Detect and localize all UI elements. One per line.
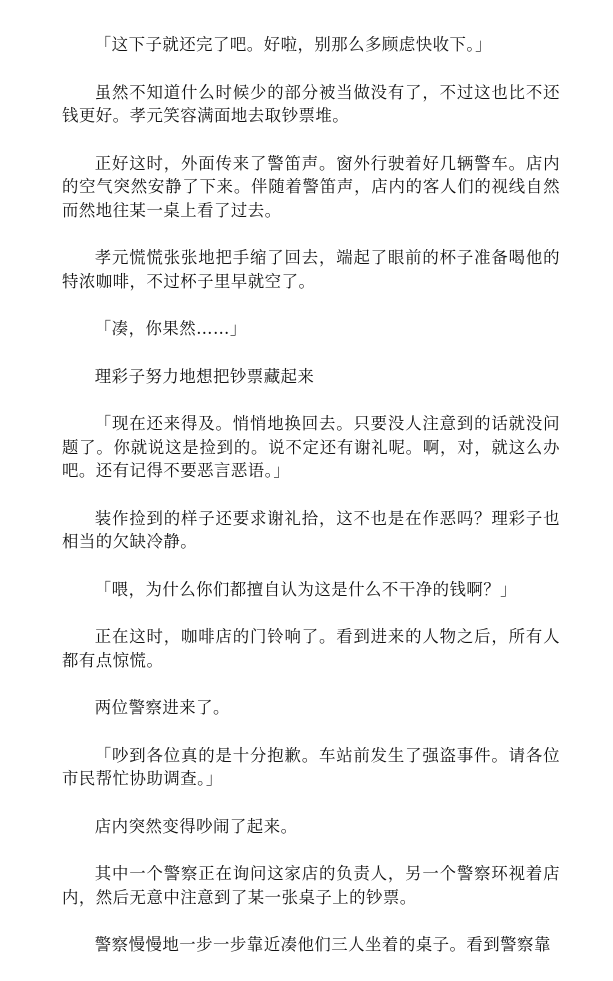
document-page [62, 33, 560, 981]
paragraph-5: 「凑，你果然……」 [94, 319, 247, 338]
paragraph-13: 店内突然变得吵闹了起来。 [94, 816, 298, 836]
paragraph-4: 孝元慌慌张张地把手缩了回去，端起了眼前的杯子准备喝他的特浓咖啡，不过杯子里早就空了。 [62, 248, 560, 291]
paragraph-14: 其中一个警察正在询问这家店的负责人，另一个警察环视着店内，然后无意中注意到了某一张桌子上的钞票。 [62, 864, 560, 907]
paragraph-1: 「这下子就还完了吧。好啦，别那么多顾虑快收下。」 [94, 35, 492, 54]
paragraph-8: 装作捡到的样子还要求谢礼拾，这不也是在作恶吗？理彩子也相当的欠缺冷静。 [62, 508, 560, 551]
paragraph-11: 两位警察进来了。 [94, 698, 230, 717]
paragraph-2: 虽然不知道什么时候少的部分被当做没有了，不过这也比不还钱更好。孝元笑容满面地去取钞票堆。 [62, 82, 560, 125]
paragraph-15: 警察慢慢地一步一步靠近凑他们三人坐着的桌子。看到警察靠 [94, 935, 551, 954]
paragraph-3: 正好这时，外面传来了警笛声。窗外行驶着好几辆警车。店内的空气突然安静了下来。伴随着警笛声，店内的客人们的视线自然而然地往某一桌上看了过去。 [62, 153, 560, 220]
paragraph-6: 理彩子努力地想把钞票藏起来 [94, 366, 315, 386]
paragraph-12: 「吵到各位真的是十分抱歉。车站前发生了强盗事件。请各位市民帮忙协助调查。」 [62, 745, 560, 788]
paragraph-7: 「现在还来得及。悄悄地换回去。只要没人注意到的话就没问题了。你就说这是捡到的。说不定还有谢礼呢。啊，对，就这么办吧。还有记得不要恶言恶语。」 [62, 414, 560, 480]
paragraph-9: 「喂，为什么你们都擅自认为这是什么不干净的钱啊？」 [94, 579, 518, 599]
paragraph-10: 正在这时，咖啡店的门铃响了。看到进来的人物之后，所有人都有点惊慌。 [62, 627, 560, 670]
